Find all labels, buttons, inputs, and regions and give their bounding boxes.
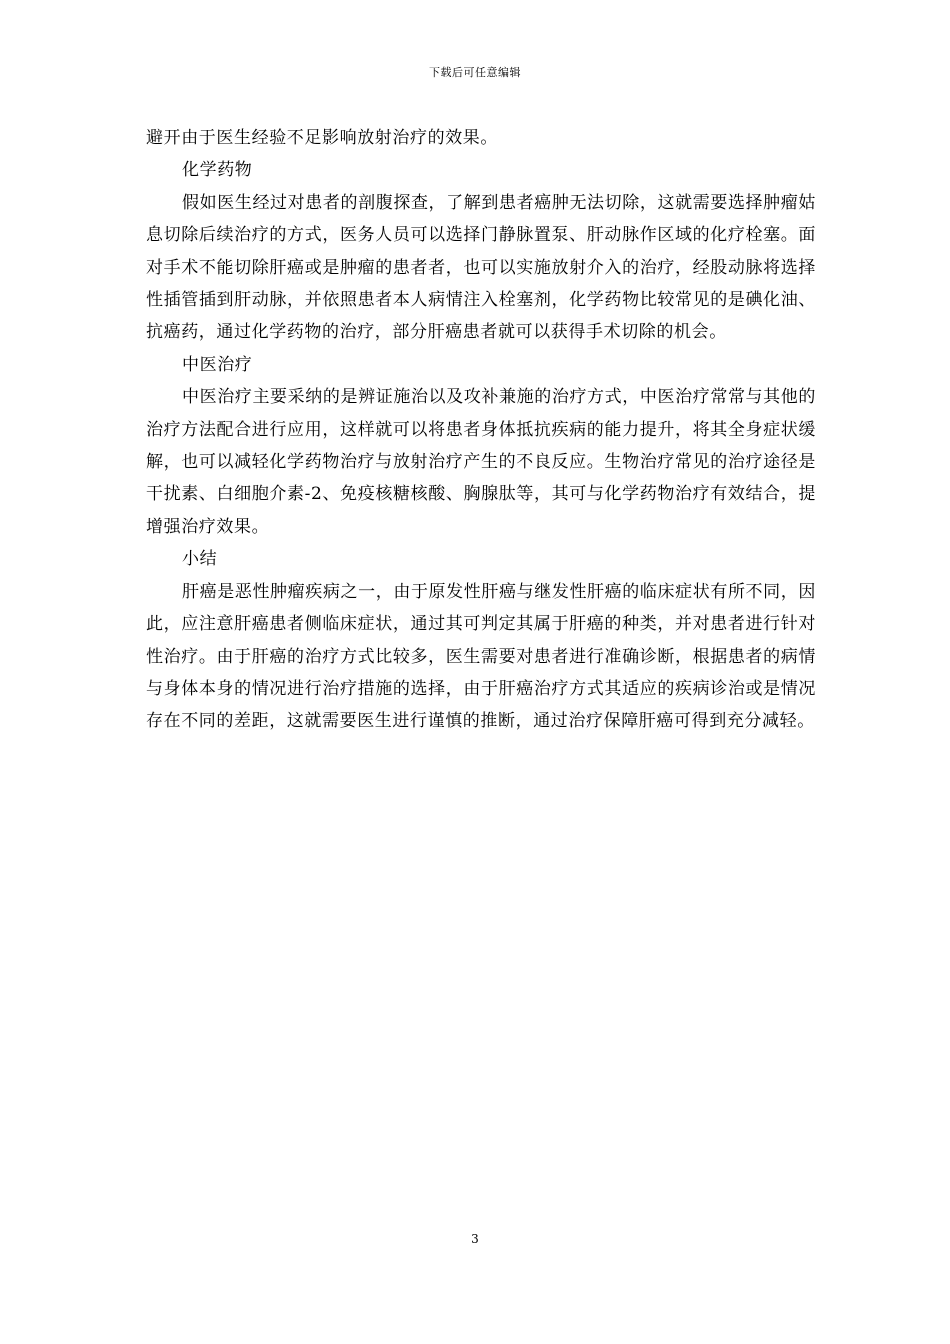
paragraph-chemotherapy: 假如医生经过对患者的剖腹探查，了解到患者癌肿无法切除，这就需要选择肿瘤姑息切除后续治疗的方式，医务人员可以选择门静脉置泵、肝动脉作区域的化疗栓塞。面对手术不能切除肝癌或是肿瘤的患者者，也可以实施放射介入的治疗，经股动脉将选择性插管插到肝动脉，并依照患者本人病情注入栓塞剂，化学药物比较常见的是碘化油、抗癌药，通过化学药物的治疗，部分肝癌患者就可以获得手术切除的机会。 <box>146 192 816 343</box>
section-heading-tcm: 中医治疗 <box>182 354 253 375</box>
paragraph-tcm: 中医治疗主要采纳的是辨证施治以及攻补兼施的治疗方式，中医治疗常常与其他的治疗方法配合进行应用，这样就可以将患者身体抵抗疾病的能力提升，将其全身症状缓解，也可以减轻化学药物治疗与放射治疗产生的不良反应。生物治疗常见的治疗途径是干扰素、白细胞介素-2、免疫核糖核酸、胸腺肽等，其可与化学药物治疗有效结合，提增强治疗效果。 <box>146 387 816 537</box>
section-heading-chemotherapy: 化学药物 <box>182 160 253 181</box>
page-header: 下载后可任意编辑 <box>429 66 521 79</box>
section-heading-summary: 小结 <box>182 549 218 570</box>
page-number: 3 <box>471 1232 479 1246</box>
paragraph-summary: 肝癌是恶性肿瘤疾病之一，由于原发性肝癌与继发性肝癌的临床症状有所不同，因此，应注意肝癌患者侧临床症状，通过其可判定其属于肝癌的种类，并对患者进行针对性治疗。由于肝癌的治疗方式比较多，医生需要对患者进行准确诊断，根据患者的病情与身体本身的情况进行治疗措施的选择，由于肝癌治疗方式其适应的疾病诊治或是情况存在不同的差距，这就需要医生进行谨慎的推断，通过治疗保障肝癌可得到充分减轻。 <box>146 581 816 732</box>
document-body <box>146 122 816 738</box>
paragraph-continuation: 避开由于医生经验不足影响放射治疗的效果。 <box>146 128 498 148</box>
